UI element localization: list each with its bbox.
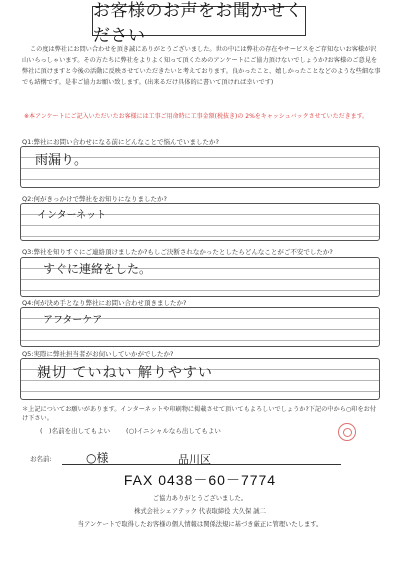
name-underline	[62, 464, 167, 465]
intro-paragraph: この度は弊社にお問い合わせを頂き誠にありがとうございました。世の中には弊社の存在やサービスをご存知ないお客様が沢山いらっしゃいます。その方たちに弊社をよりよく知って頂くためのアンケートにご協力頂けないでしょうか?お客様のご意見を弊社に頂けますと今後の活動に反映させていただきたいと考えております。良かったこと、嬉しかったことなどのような些細な事でも結構です。是非ご協力お願い致します。(出来るだけ具体的に書いて頂ければ幸いです)	[22, 46, 381, 86]
answer-1-box[interactable]	[20, 146, 380, 188]
privacy-line: 当アンケートで取得したお客様の個人情報は関係法規に基づき厳正に管理いたします。	[77, 521, 323, 528]
answer-1-text: 雨漏り。	[35, 153, 88, 168]
answer-4-box[interactable]	[20, 307, 380, 347]
question-4-label: Q4:何が決め手となり弊社にお問い合わせ頂きましたか?	[22, 299, 187, 307]
answer-2-text: インターネット	[37, 210, 107, 221]
question-2-label: Q2:何がきっかけで弊社をお知りになりましたか?	[22, 195, 167, 203]
publication-request: ＊上記についてお願いがあります。インターネットや印刷物に掲載させて頂いてもよろしいでしょうか?下記の中から○印をお付け下さい。	[22, 406, 377, 422]
question-5-label: Q5:実際に弊社担当者がお伺いしていかがでしたか?	[22, 350, 174, 358]
seal-stamp-icon	[338, 423, 356, 441]
page-title: お客様のお声をお聞かせください	[92, 6, 306, 36]
answer-3-text: すぐに連絡をした。	[43, 262, 152, 276]
answer-5-text: 親切 ていねい 解りやすい	[37, 365, 213, 381]
fax-number: FAX 0438－60－7774	[123, 472, 277, 488]
answer-3-box[interactable]	[20, 257, 380, 297]
thanks-line: ご協力ありがとうございました。	[152, 495, 248, 502]
option-name-ok[interactable]: ( )名前を出してもよい	[40, 427, 111, 435]
address-handwritten: 品川区	[178, 453, 211, 466]
name-label: お名前:	[30, 455, 52, 463]
question-3-label: Q3:弊社を知りすぐにご連絡頂けましたか?もしご決断されなかったとしたらどんなことがご不安でしたか?	[22, 248, 333, 256]
answer-2-box[interactable]	[20, 203, 380, 241]
answer-4-text: アフターケア	[43, 315, 103, 326]
question-1-label: Q1:弊社にお問い合わせになる前にどんなことで悩んでいましたか?	[22, 138, 219, 146]
option-initials-ok[interactable]: (○)イニシャルなら出してもよい	[126, 427, 221, 435]
name-value: ○様	[86, 451, 109, 465]
answer-5-box[interactable]	[20, 358, 380, 400]
company-line: 株式会社シェアテック 代表取締役 大久保 誠二	[134, 508, 266, 515]
cashback-note: ※本アンケートにご記入いただいたお客様には工事ご用命時に工事金額(税抜き)の 2%をキャッシュバックさせていただきます。	[24, 113, 369, 120]
